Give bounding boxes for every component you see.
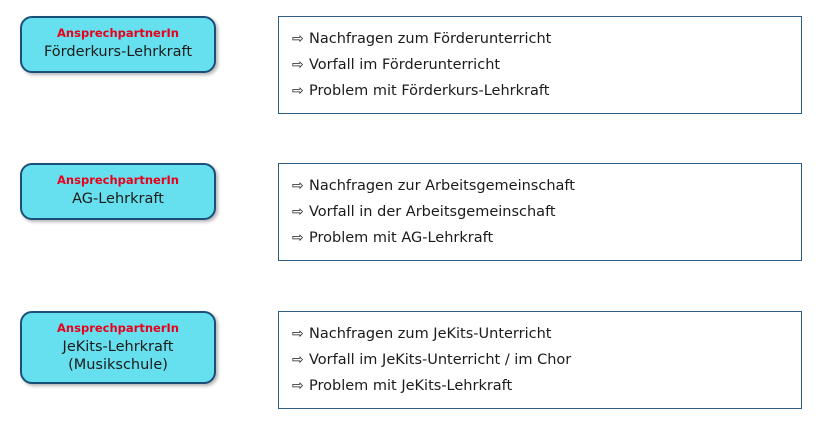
- arrow-right-icon: ⇨: [292, 378, 304, 394]
- list-item[interactable]: [279, 321, 801, 347]
- arrow-right-icon: ⇨: [292, 57, 304, 73]
- topics-panel-ag: [278, 163, 802, 261]
- list-item-label: Nachfragen zur Arbeitsgemeinschaft: [309, 178, 575, 194]
- list-item[interactable]: [279, 173, 801, 199]
- diagram-row: [0, 16, 825, 114]
- topics-panel-jekits: [278, 311, 802, 409]
- list-item-label: Vorfall in der Arbeitsgemeinschaft: [309, 204, 556, 220]
- diagram-row: [0, 311, 825, 409]
- node-role-label: AnsprechpartnerIn: [57, 26, 179, 40]
- arrow-right-icon: ⇨: [292, 83, 304, 99]
- list-item-label: Nachfragen zum JeKits-Unterricht: [309, 326, 552, 342]
- list-item[interactable]: [279, 225, 801, 251]
- list-item[interactable]: [279, 52, 801, 78]
- arrow-right-icon: ⇨: [292, 326, 304, 342]
- contact-node-foerderkurs[interactable]: [20, 16, 216, 73]
- arrow-right-icon: ⇨: [292, 204, 304, 220]
- list-item[interactable]: [279, 199, 801, 225]
- node-title-label: AG-Lehrkraft: [72, 191, 164, 207]
- arrow-right-icon: ⇨: [292, 352, 304, 368]
- list-item-label: Problem mit Förderkurs-Lehrkraft: [309, 83, 550, 99]
- list-item-label: Vorfall im JeKits-Unterricht / im Chor: [309, 352, 572, 368]
- node-role-label: AnsprechpartnerIn: [57, 173, 179, 187]
- list-item[interactable]: [279, 78, 801, 104]
- list-item-label: Vorfall im Förderunterricht: [309, 57, 501, 73]
- node-title-label: JeKits-Lehrkraft: [62, 339, 174, 355]
- arrow-right-icon: ⇨: [292, 178, 304, 194]
- list-item-label: Nachfragen zum Förderunterricht: [309, 31, 552, 47]
- list-item[interactable]: [279, 373, 801, 399]
- list-item[interactable]: [279, 347, 801, 373]
- diagram-row: [0, 163, 825, 261]
- node-title-label: Förderkurs-Lehrkraft: [43, 44, 193, 60]
- node-role-label: AnsprechpartnerIn: [57, 321, 179, 335]
- contact-node-jekits[interactable]: [20, 311, 216, 384]
- node-subtitle-label: (Musikschule): [68, 357, 168, 373]
- list-item[interactable]: [279, 26, 801, 52]
- arrow-right-icon: ⇨: [292, 230, 304, 246]
- arrow-right-icon: ⇨: [292, 31, 304, 47]
- topics-panel-foerderkurs: [278, 16, 802, 114]
- list-item-label: Problem mit JeKits-Lehrkraft: [309, 378, 513, 394]
- list-item-label: Problem mit AG-Lehrkraft: [309, 230, 494, 246]
- contact-node-ag[interactable]: [20, 163, 216, 220]
